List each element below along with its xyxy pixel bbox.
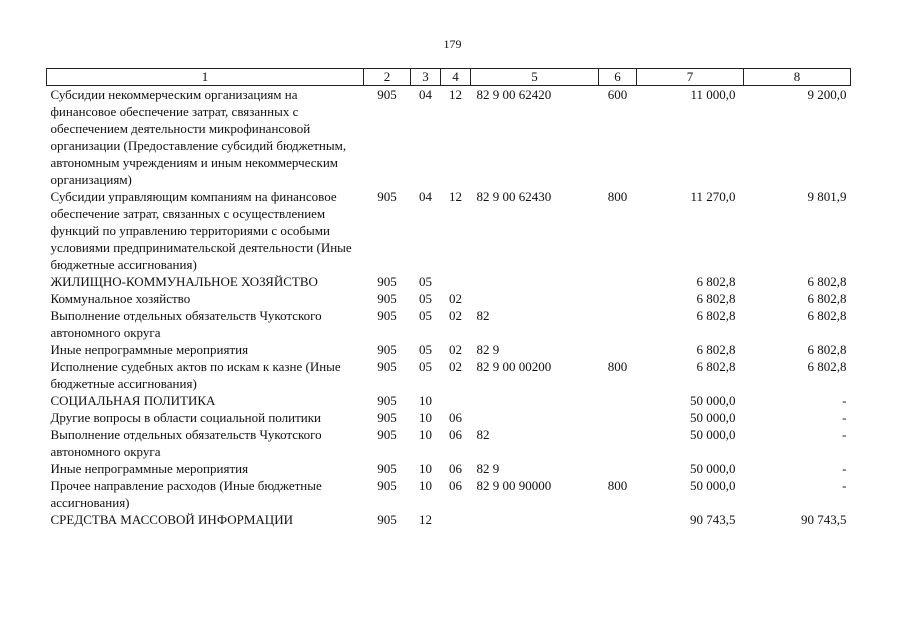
cell-amount-col7: 6 802,8 — [696, 291, 736, 306]
cell-target-article — [471, 273, 599, 290]
cell-subsection: 06 — [449, 410, 462, 425]
table-header — [47, 69, 851, 86]
row-name: Исполнение судебных актов по искам к казне (Иные бюджетные ассигнования) — [50, 359, 341, 391]
row-name: Выполнение отдельных обязательств Чукотского автономного округа — [50, 308, 322, 340]
cell-target-article: 82 9 00 90000 — [476, 478, 552, 493]
column-header: 4 — [441, 69, 471, 86]
table-row — [47, 460, 851, 477]
cell-amount-col8: - — [842, 478, 847, 493]
cell-admin-code: 905 — [377, 291, 397, 306]
cell-section: 10 — [419, 478, 432, 493]
column-header: 2 — [364, 69, 411, 86]
cell-subsection: 02 — [449, 359, 462, 374]
cell-section: 10 — [419, 427, 432, 442]
cell-amount-col8: 6 802,8 — [807, 308, 847, 323]
cell-subsection: 06 — [449, 427, 462, 442]
cell-admin-code: 905 — [377, 87, 397, 102]
cell-amount-col7: 6 802,8 — [696, 274, 736, 289]
table-row — [47, 307, 851, 341]
cell-section: 04 — [419, 189, 432, 204]
cell-admin-code: 905 — [377, 512, 397, 527]
cell-subsection: 12 — [449, 189, 462, 204]
cell-amount-col8: - — [842, 393, 847, 408]
cell-admin-code: 905 — [377, 478, 397, 493]
cell-admin-code: 905 — [377, 393, 397, 408]
cell-subsection: 06 — [449, 478, 462, 493]
row-name: Прочее направление расходов (Иные бюджетные ассигнования) — [50, 478, 322, 510]
cell-subsection: 02 — [449, 342, 462, 357]
cell-section: 10 — [419, 461, 432, 476]
cell-admin-code: 905 — [377, 410, 397, 425]
cell-target-article: 82 9 00 62430 — [476, 189, 552, 204]
cell-amount-col7: 11 270,0 — [690, 189, 736, 204]
row-name: Выполнение отдельных обязательств Чукотского автономного округа — [50, 427, 322, 459]
cell-target-article: 82 — [476, 308, 490, 323]
row-name: Иные непрограммные мероприятия — [50, 461, 249, 476]
cell-admin-code: 905 — [377, 274, 397, 289]
cell-target-article — [471, 409, 599, 426]
cell-section: 10 — [419, 410, 432, 425]
cell-amount-col8: - — [842, 427, 847, 442]
cell-expense-type — [599, 392, 637, 409]
row-name: Субсидии управляющим компаниям на финансовое обеспечение затрат, связанных с осуществлением функций по управлению территориями с особыми условиями предпринимательской деятельности (Иные бюджетные ассигнования) — [50, 189, 352, 272]
table-row — [47, 188, 851, 273]
cell-amount-col8: 6 802,8 — [807, 359, 847, 374]
cell-amount-col7: 50 000,0 — [690, 478, 736, 493]
cell-admin-code: 905 — [377, 342, 397, 357]
column-header: 8 — [744, 69, 851, 86]
cell-amount-col7: 11 000,0 — [690, 87, 736, 102]
cell-amount-col7: 50 000,0 — [690, 461, 736, 476]
cell-section: 10 — [419, 393, 432, 408]
table-row — [47, 86, 851, 189]
cell-expense-type — [599, 273, 637, 290]
cell-amount-col7: 50 000,0 — [690, 410, 736, 425]
cell-section: 05 — [419, 308, 432, 323]
cell-target-article — [471, 511, 599, 528]
table-row — [47, 341, 851, 358]
cell-subsection: 02 — [449, 308, 462, 323]
cell-target-article: 82 9 00 00200 — [476, 359, 552, 374]
cell-subsection — [441, 511, 471, 528]
cell-section: 12 — [419, 512, 432, 527]
cell-target-article — [471, 290, 599, 307]
budget-table — [46, 68, 851, 528]
cell-amount-col8: 6 802,8 — [807, 342, 847, 357]
cell-amount-col8: - — [842, 461, 847, 476]
cell-section: 05 — [419, 359, 432, 374]
cell-amount-col7: 6 802,8 — [696, 308, 736, 323]
cell-target-article: 82 — [476, 427, 490, 442]
table-row — [47, 477, 851, 511]
table-row — [47, 511, 851, 528]
row-name: Иные непрограммные мероприятия — [50, 342, 249, 357]
cell-subsection: 02 — [449, 291, 462, 306]
cell-amount-col7: 6 802,8 — [696, 359, 736, 374]
cell-expense-type: 800 — [607, 359, 628, 374]
column-header: 7 — [637, 69, 744, 86]
cell-target-article: 82 9 — [476, 342, 500, 357]
cell-expense-type — [599, 460, 637, 477]
cell-expense-type — [599, 511, 637, 528]
table-row — [47, 392, 851, 409]
cell-section: 04 — [419, 87, 432, 102]
cell-amount-col7: 90 743,5 — [690, 512, 736, 527]
table-row — [47, 426, 851, 460]
cell-amount-col8: 6 802,8 — [807, 274, 847, 289]
cell-expense-type — [599, 307, 637, 341]
row-name: Другие вопросы в области социальной политики — [50, 410, 321, 425]
cell-section: 05 — [419, 291, 432, 306]
cell-subsection: 12 — [449, 87, 462, 102]
row-name: Коммунальное хозяйство — [50, 291, 191, 306]
cell-admin-code: 905 — [377, 427, 397, 442]
row-name: Субсидии некоммерческим организациям на финансовое обеспечение затрат, связанных с обеспечением деятельности микрофинансовой организации (Предоставление субсидий бюджетным, автономным учреждениям и иным некоммерческим организациям) — [50, 87, 347, 187]
cell-amount-col7: 50 000,0 — [690, 427, 736, 442]
cell-expense-type — [599, 409, 637, 426]
cell-section: 05 — [419, 342, 432, 357]
column-header: 3 — [411, 69, 441, 86]
cell-admin-code: 905 — [377, 189, 397, 204]
cell-amount-col7: 6 802,8 — [696, 342, 736, 357]
cell-section: 05 — [419, 274, 432, 289]
cell-expense-type — [599, 341, 637, 358]
table-row — [47, 409, 851, 426]
table-row — [47, 358, 851, 392]
cell-subsection — [441, 273, 471, 290]
page-number: 179 — [443, 37, 462, 51]
header-row — [47, 69, 851, 86]
cell-expense-type: 800 — [607, 189, 628, 204]
cell-target-article: 82 9 — [476, 461, 500, 476]
cell-amount-col8: 6 802,8 — [807, 291, 847, 306]
cell-admin-code: 905 — [377, 461, 397, 476]
table-row — [47, 290, 851, 307]
cell-subsection — [441, 392, 471, 409]
column-header: 6 — [599, 69, 637, 86]
cell-admin-code: 905 — [377, 359, 397, 374]
column-header: 5 — [471, 69, 599, 86]
row-name: ЖИЛИЩНО-КОММУНАЛЬНОЕ ХОЗЯЙСТВО — [50, 274, 318, 289]
cell-amount-col8: 9 801,9 — [807, 189, 847, 204]
cell-target-article: 82 9 00 62420 — [476, 87, 552, 102]
column-header: 1 — [47, 69, 364, 86]
table-body — [47, 86, 851, 529]
cell-amount-col7: 50 000,0 — [690, 393, 736, 408]
cell-expense-type — [599, 426, 637, 460]
row-name: СОЦИАЛЬНАЯ ПОЛИТИКА — [50, 393, 216, 408]
table-row — [47, 273, 851, 290]
cell-target-article — [471, 392, 599, 409]
cell-expense-type: 800 — [607, 478, 628, 493]
cell-amount-col8: 9 200,0 — [807, 87, 847, 102]
cell-admin-code: 905 — [377, 308, 397, 323]
cell-amount-col8: 90 743,5 — [801, 512, 847, 527]
cell-expense-type: 600 — [607, 87, 628, 102]
cell-subsection: 06 — [449, 461, 462, 476]
cell-expense-type — [599, 290, 637, 307]
cell-amount-col8: - — [842, 410, 847, 425]
row-name: СРЕДСТВА МАССОВОЙ ИНФОРМАЦИИ — [50, 512, 293, 527]
